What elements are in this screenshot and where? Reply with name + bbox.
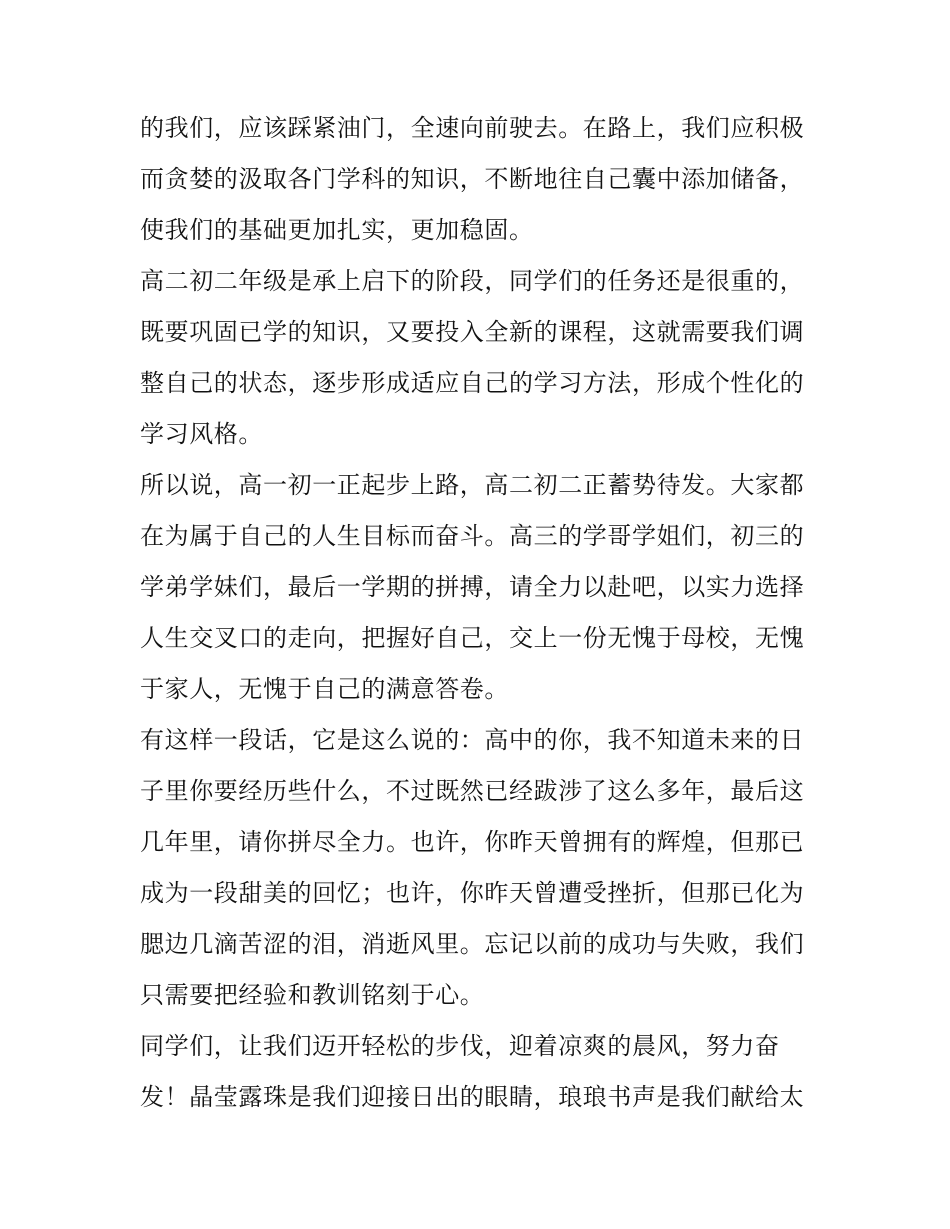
text-line: 高二初二年级是承上启下的阶段，同学们的任务还是很重的， bbox=[140, 267, 805, 295]
text-line: 子里你要经历些什么，不过既然已经跋涉了这么多年，最后这 bbox=[140, 777, 805, 805]
text-line: 人生交叉口的走向，把握好自己，交上一份无愧于母校，无愧 bbox=[140, 624, 805, 652]
text-line: 于家人，无愧于自己的满意答卷。 bbox=[140, 675, 509, 703]
text-line: 整自己的状态，逐步形成适应自己的学习方法，形成个性化的 bbox=[140, 369, 805, 397]
text-line: 发！晶莹露珠是我们迎接日出的眼睛，琅琅书声是我们献给太 bbox=[140, 1083, 805, 1111]
text-line: 有这样一段话，它是这么说的：高中的你，我不知道未来的日 bbox=[140, 726, 805, 754]
text-line: 学习风格。 bbox=[140, 420, 263, 448]
text-line: 同学们，让我们迈开轻松的步伐，迎着凉爽的晨风，努力奋 bbox=[140, 1032, 780, 1060]
document-body bbox=[140, 103, 820, 1123]
text-line: 在为属于自己的人生目标而奋斗。高三的学哥学姐们，初三的 bbox=[140, 522, 805, 550]
text-line: 只需要把经验和教训铭刻于心。 bbox=[140, 981, 485, 1009]
text-line: 所以说，高一初一正起步上路，高二初二正蓄势待发。大家都 bbox=[140, 471, 805, 499]
text-line: 既要巩固已学的知识，又要投入全新的课程，这就需要我们调 bbox=[140, 318, 805, 346]
text-line: 成为一段甜美的回忆；也许，你昨天曾遭受挫折，但那已化为 bbox=[140, 879, 805, 907]
text-line: 的我们，应该踩紧油门，全速向前驶去。在路上，我们应积极 bbox=[140, 114, 805, 142]
text-line: 使我们的基础更加扎实，更加稳固。 bbox=[140, 216, 534, 244]
text-line: 腮边几滴苦涩的泪，消逝风里。忘记以前的成功与失败，我们 bbox=[140, 930, 805, 958]
text-line: 几年里，请你拼尽全力。也许，你昨天曾拥有的辉煌，但那已 bbox=[140, 828, 805, 856]
text-line: 学弟学妹们，最后一学期的拼搏，请全力以赴吧，以实力选择 bbox=[140, 573, 805, 601]
text-line: 而贪婪的汲取各门学科的知识，不断地往自己囊中添加储备， bbox=[140, 165, 805, 193]
